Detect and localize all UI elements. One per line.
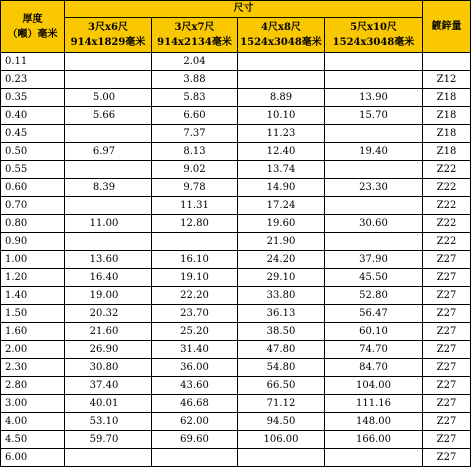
table-row <box>1 341 471 359</box>
thickness-cell: 0.50 <box>1 143 65 161</box>
weight-3x6-cell <box>65 233 152 251</box>
table-row <box>1 125 471 143</box>
weight-3x6-cell <box>65 125 152 143</box>
thickness-cell: 0.35 <box>1 89 65 107</box>
weight-3x6-cell: 6.97 <box>65 143 152 161</box>
weight-3x6-cell: 59.70 <box>65 431 152 449</box>
table-row <box>1 449 471 467</box>
thickness-cell: 0.90 <box>1 233 65 251</box>
thickness-header-line2: （噸）毫米 <box>7 28 58 40</box>
size-name: 3尺x6尺 <box>88 22 128 33</box>
weight-3x6-cell: 20.32 <box>65 305 152 323</box>
weight-3x7-cell: 3.88 <box>152 71 238 89</box>
zinc-cell: Z27 <box>423 269 471 287</box>
thickness-cell: 0.55 <box>1 161 65 179</box>
weight-5x10-cell <box>325 161 423 179</box>
weight-4x8-cell: 19.60 <box>238 215 325 233</box>
weight-3x6-cell: 5.66 <box>65 107 152 125</box>
weight-3x6-cell <box>65 53 152 71</box>
table-row <box>1 89 471 107</box>
zinc-cell: Z22 <box>423 215 471 233</box>
table-row <box>1 161 471 179</box>
table-row <box>1 197 471 215</box>
weight-4x8-cell: 11.23 <box>238 125 325 143</box>
weight-5x10-cell: 74.70 <box>325 341 423 359</box>
zinc-cell: Z27 <box>423 251 471 269</box>
zinc-cell: Z27 <box>423 431 471 449</box>
thickness-cell: 1.40 <box>1 287 65 305</box>
size-name: 3尺x7尺 <box>174 22 215 33</box>
zinc-cell: Z27 <box>423 395 471 413</box>
zinc-cell: Z27 <box>423 341 471 359</box>
zinc-cell: Z18 <box>423 143 471 161</box>
weight-3x6-cell <box>65 449 152 467</box>
zinc-cell: Z27 <box>423 449 471 467</box>
thickness-cell: 0.70 <box>1 197 65 215</box>
weight-4x8-cell: 29.10 <box>238 269 325 287</box>
weight-3x7-cell: 22.20 <box>152 287 238 305</box>
table-row <box>1 53 471 71</box>
weight-5x10-cell: 104.00 <box>325 377 423 395</box>
weight-5x10-cell: 166.00 <box>325 431 423 449</box>
weight-3x6-cell <box>65 71 152 89</box>
size-name: 4尺x8尺 <box>261 22 301 33</box>
weight-3x7-cell: 16.10 <box>152 251 238 269</box>
thickness-cell: 1.00 <box>1 251 65 269</box>
weight-5x10-cell: 13.90 <box>325 89 423 107</box>
weight-4x8-cell: 36.13 <box>238 305 325 323</box>
weight-4x8-cell <box>238 71 325 89</box>
weight-3x7-cell <box>152 233 238 251</box>
weight-3x7-cell: 5.83 <box>152 89 238 107</box>
weight-4x8-cell: 71.12 <box>238 395 325 413</box>
weight-3x6-cell: 16.40 <box>65 269 152 287</box>
table-row <box>1 233 471 251</box>
weight-4x8-cell: 33.80 <box>238 287 325 305</box>
thickness-cell: 6.00 <box>1 449 65 467</box>
weight-4x8-cell: 8.89 <box>238 89 325 107</box>
weight-3x7-cell: 8.13 <box>152 143 238 161</box>
weight-3x6-cell <box>65 161 152 179</box>
weight-4x8-cell: 66.50 <box>238 377 325 395</box>
zinc-cell: Z12 <box>423 71 471 89</box>
size-group-header: 尺寸 <box>65 1 423 18</box>
weight-4x8-cell: 14.90 <box>238 179 325 197</box>
weight-4x8-cell: 21.90 <box>238 233 325 251</box>
weight-3x6-cell: 8.39 <box>65 179 152 197</box>
size-name: 5尺x10尺 <box>350 22 397 33</box>
zinc-cell <box>423 53 471 71</box>
zinc-cell: Z27 <box>423 377 471 395</box>
weight-4x8-cell: 94.50 <box>238 413 325 431</box>
weight-3x6-cell <box>65 197 152 215</box>
weight-3x7-cell: 9.02 <box>152 161 238 179</box>
table-row <box>1 71 471 89</box>
weight-5x10-cell: 111.16 <box>325 395 423 413</box>
table-row <box>1 395 471 413</box>
table-row <box>1 431 471 449</box>
table-row <box>1 359 471 377</box>
size-dims: 914x1829毫米 <box>70 37 146 48</box>
weight-3x6-cell: 21.60 <box>65 323 152 341</box>
table-row <box>1 413 471 431</box>
table-row <box>1 107 471 125</box>
weight-5x10-cell: 45.50 <box>325 269 423 287</box>
table-row <box>1 215 471 233</box>
weight-5x10-cell: 148.00 <box>325 413 423 431</box>
table-row <box>1 305 471 323</box>
weight-5x10-cell: 15.70 <box>325 107 423 125</box>
table-body <box>1 53 471 467</box>
size-dims: 914x2134毫米 <box>157 37 232 48</box>
zinc-cell: Z18 <box>423 89 471 107</box>
weight-3x7-cell: 6.60 <box>152 107 238 125</box>
weight-5x10-cell <box>325 125 423 143</box>
weight-5x10-cell: 84.70 <box>325 359 423 377</box>
weight-3x6-cell: 13.60 <box>65 251 152 269</box>
zinc-cell: Z27 <box>423 287 471 305</box>
weight-3x6-cell: 30.80 <box>65 359 152 377</box>
weight-3x6-cell: 26.90 <box>65 341 152 359</box>
size-header-3x6 <box>65 18 152 53</box>
weight-5x10-cell: 52.80 <box>325 287 423 305</box>
weight-4x8-cell: 24.20 <box>238 251 325 269</box>
thickness-cell: 2.80 <box>1 377 65 395</box>
thickness-cell: 1.20 <box>1 269 65 287</box>
weight-4x8-cell: 106.00 <box>238 431 325 449</box>
weight-4x8-cell: 47.80 <box>238 341 325 359</box>
weight-4x8-cell: 38.50 <box>238 323 325 341</box>
weight-4x8-cell: 54.80 <box>238 359 325 377</box>
weight-4x8-cell: 10.10 <box>238 107 325 125</box>
weight-4x8-cell: 13.74 <box>238 161 325 179</box>
weight-5x10-cell <box>325 53 423 71</box>
table-row <box>1 323 471 341</box>
weight-5x10-cell: 37.90 <box>325 251 423 269</box>
weight-5x10-cell: 23.30 <box>325 179 423 197</box>
weight-3x6-cell: 5.00 <box>65 89 152 107</box>
weight-3x7-cell <box>152 449 238 467</box>
table-row <box>1 251 471 269</box>
weight-3x7-cell: 62.00 <box>152 413 238 431</box>
weight-5x10-cell: 19.40 <box>325 143 423 161</box>
size-dims: 1524x3048毫米 <box>332 37 415 48</box>
size-header-3x7 <box>152 18 238 53</box>
weight-3x7-cell: 36.00 <box>152 359 238 377</box>
zinc-cell: Z22 <box>423 161 471 179</box>
size-header-5x10 <box>325 18 423 53</box>
weight-3x7-cell: 25.20 <box>152 323 238 341</box>
zinc-cell: Z22 <box>423 197 471 215</box>
thickness-header-line1: 厚度 <box>22 13 43 25</box>
thickness-cell: 0.80 <box>1 215 65 233</box>
weight-3x7-cell: 7.37 <box>152 125 238 143</box>
weight-4x8-cell: 12.40 <box>238 143 325 161</box>
thickness-cell: 0.60 <box>1 179 65 197</box>
table-row <box>1 269 471 287</box>
thickness-cell: 4.50 <box>1 431 65 449</box>
weight-3x7-cell: 69.60 <box>152 431 238 449</box>
weight-3x7-cell: 46.68 <box>152 395 238 413</box>
weight-3x7-cell: 23.70 <box>152 305 238 323</box>
size-dims: 1524x3048毫米 <box>240 37 322 48</box>
weight-3x6-cell: 53.10 <box>65 413 152 431</box>
weight-3x7-cell: 2.04 <box>152 53 238 71</box>
thickness-cell: 0.11 <box>1 53 65 71</box>
table-row <box>1 179 471 197</box>
zinc-cell: Z18 <box>423 107 471 125</box>
thickness-cell: 2.30 <box>1 359 65 377</box>
thickness-cell: 4.00 <box>1 413 65 431</box>
table-row <box>1 287 471 305</box>
size-header-4x8 <box>238 18 325 53</box>
weight-5x10-cell: 30.60 <box>325 215 423 233</box>
thickness-cell: 2.00 <box>1 341 65 359</box>
weight-5x10-cell: 60.10 <box>325 323 423 341</box>
weight-3x7-cell: 19.10 <box>152 269 238 287</box>
zinc-header: 鍍鋅量 <box>423 1 471 53</box>
weight-3x6-cell: 11.00 <box>65 215 152 233</box>
weight-4x8-cell <box>238 53 325 71</box>
zinc-cell: Z22 <box>423 179 471 197</box>
weight-3x6-cell: 19.00 <box>65 287 152 305</box>
thickness-header <box>1 1 65 53</box>
weight-3x6-cell: 40.01 <box>65 395 152 413</box>
zinc-cell: Z27 <box>423 323 471 341</box>
weight-3x6-cell: 37.40 <box>65 377 152 395</box>
weight-5x10-cell: 56.47 <box>325 305 423 323</box>
zinc-cell: Z27 <box>423 413 471 431</box>
thickness-cell: 0.23 <box>1 71 65 89</box>
thickness-cell: 0.40 <box>1 107 65 125</box>
weight-4x8-cell <box>238 449 325 467</box>
zinc-cell: Z27 <box>423 305 471 323</box>
weight-5x10-cell <box>325 71 423 89</box>
weight-3x7-cell: 12.80 <box>152 215 238 233</box>
thickness-cell: 1.60 <box>1 323 65 341</box>
table-row <box>1 377 471 395</box>
weight-5x10-cell <box>325 197 423 215</box>
zinc-cell: Z18 <box>423 125 471 143</box>
zinc-cell: Z22 <box>423 233 471 251</box>
zinc-cell: Z27 <box>423 359 471 377</box>
weight-5x10-cell <box>325 233 423 251</box>
thickness-cell: 3.00 <box>1 395 65 413</box>
weight-3x7-cell: 31.40 <box>152 341 238 359</box>
weight-3x7-cell: 9.78 <box>152 179 238 197</box>
weight-4x8-cell: 17.24 <box>238 197 325 215</box>
weight-3x7-cell: 43.60 <box>152 377 238 395</box>
weight-5x10-cell <box>325 449 423 467</box>
table-row <box>1 143 471 161</box>
thickness-cell: 0.45 <box>1 125 65 143</box>
weight-3x7-cell: 11.31 <box>152 197 238 215</box>
thickness-cell: 1.50 <box>1 305 65 323</box>
